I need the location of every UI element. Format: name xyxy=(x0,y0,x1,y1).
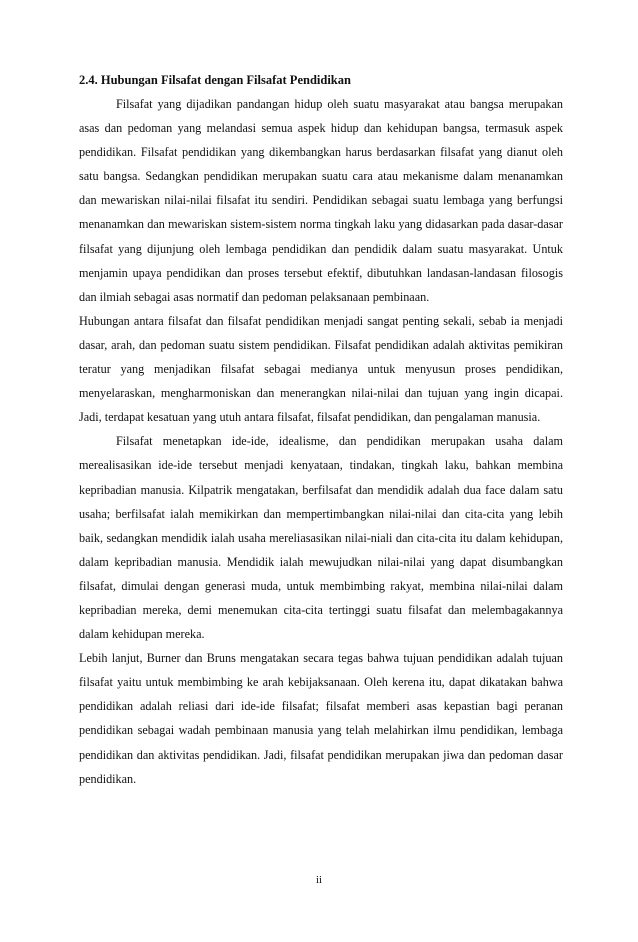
paragraph-3: Filsafat menetapkan ide-ide, idealisme, dan pendidikan merupakan usaha dalam merealisasikan ide-ide tersebut menjadi kenyataan, tindakan, tingkah laku, bahkan membina kepribadian manusia. Kilpatrik mengatakan, berfilsafat dan mendidik adalah dua face dalam satu usaha; berfilsafat ialah memikirkan dan mempertimbangkan nilai-nilai dan cita-cita yang lebih baik, sedangkan mendidik ialah usaha mereliasasikan nilai-niali dan cita-cita itu dalam kehidupan, dalam kepribadian manusia. Mendidik ialah mewujudkan nilai-nilai yang dapat disumbangkan filsafat, dimulai dengan generasi muda, untuk membimbing rakyat, membina nilai-nilai dalam kepribadian mereka, demi menemukan cita-cita tertinggi suatu filsafat dan melembagakannya dalam kehidupan mereka. xyxy=(79,434,563,642)
paragraph-1: Filsafat yang dijadikan pandangan hidup oleh suatu masyarakat atau bangsa merupakan asas dan pedoman yang melandasi semua aspek hidup dan kehidupan bangsa, termasuk aspek pendidikan. Filsafat pendidikan yang dikembangkan harus berdasarkan filsafat yang dianut oleh satu bangsa. Sedangkan pendidikan merupakan suatu cara atau mekanisme dalam menanamkan dan mewariskan nilai-nilai filsafat itu sendiri. Pendidikan sebagai suatu lembaga yang berfungsi menanamkan dan mewariskan sistem-sistem norma tingkah laku yang didasarkan pada dasar-dasar filsafat yang dijunjung oleh lembaga pendidikan dan pendidik dalam suatu masyarakat. Untuk menjamin upaya pendidikan dan proses tersebut efektif, dibutuhkan landasan-landasan filosogis dan ilmiah sebagai asas normatif dan pedoman pelaksanaan pembinaan. xyxy=(79,97,563,304)
section-heading: 2.4. Hubungan Filsafat dengan Filsafat Pendidikan xyxy=(79,73,351,87)
document-page xyxy=(79,68,563,791)
paragraph-2: Hubungan antara filsafat dan filsafat pendidikan menjadi sangat penting sekali, sebab ia menjadi dasar, arah, dan pedoman suatu sistem pendidikan. Filsafat pendidikan adalah aktivitas pemikiran teratur yang menjadikan filsafat sebagai medianya untuk menyusun proses pendidikan, menyelaraskan, mengharmoniskan dan menerangkan nilai-nilai dan tujuan yang ingin dicapai. Jadi, terdapat kesatuan yang utuh antara filsafat, filsafat pendidikan, dan pengalaman manusia. xyxy=(79,313,563,425)
page-number: ii xyxy=(315,874,323,886)
paragraph-4: Lebih lanjut, Burner dan Bruns mengatakan secara tegas bahwa tujuan pendidikan adalah tujuan filsafat yaitu untuk membimbing ke arah kebijaksanaan. Oleh kerena itu, dapat dikatakan bahwa pendidikan adalah reliasi dari ide-ide filsafat; filsafat memberi asas kepastian bagi peranan pendidikan sebagai wadah pembinaan manusia yang telah melahirkan ilmu pendidikan, lembaga pendidikan dan aktivitas pendidikan. Jadi, filsafat pendidikan merupakan jiwa dan pedoman dasar pendidikan. xyxy=(79,651,563,786)
